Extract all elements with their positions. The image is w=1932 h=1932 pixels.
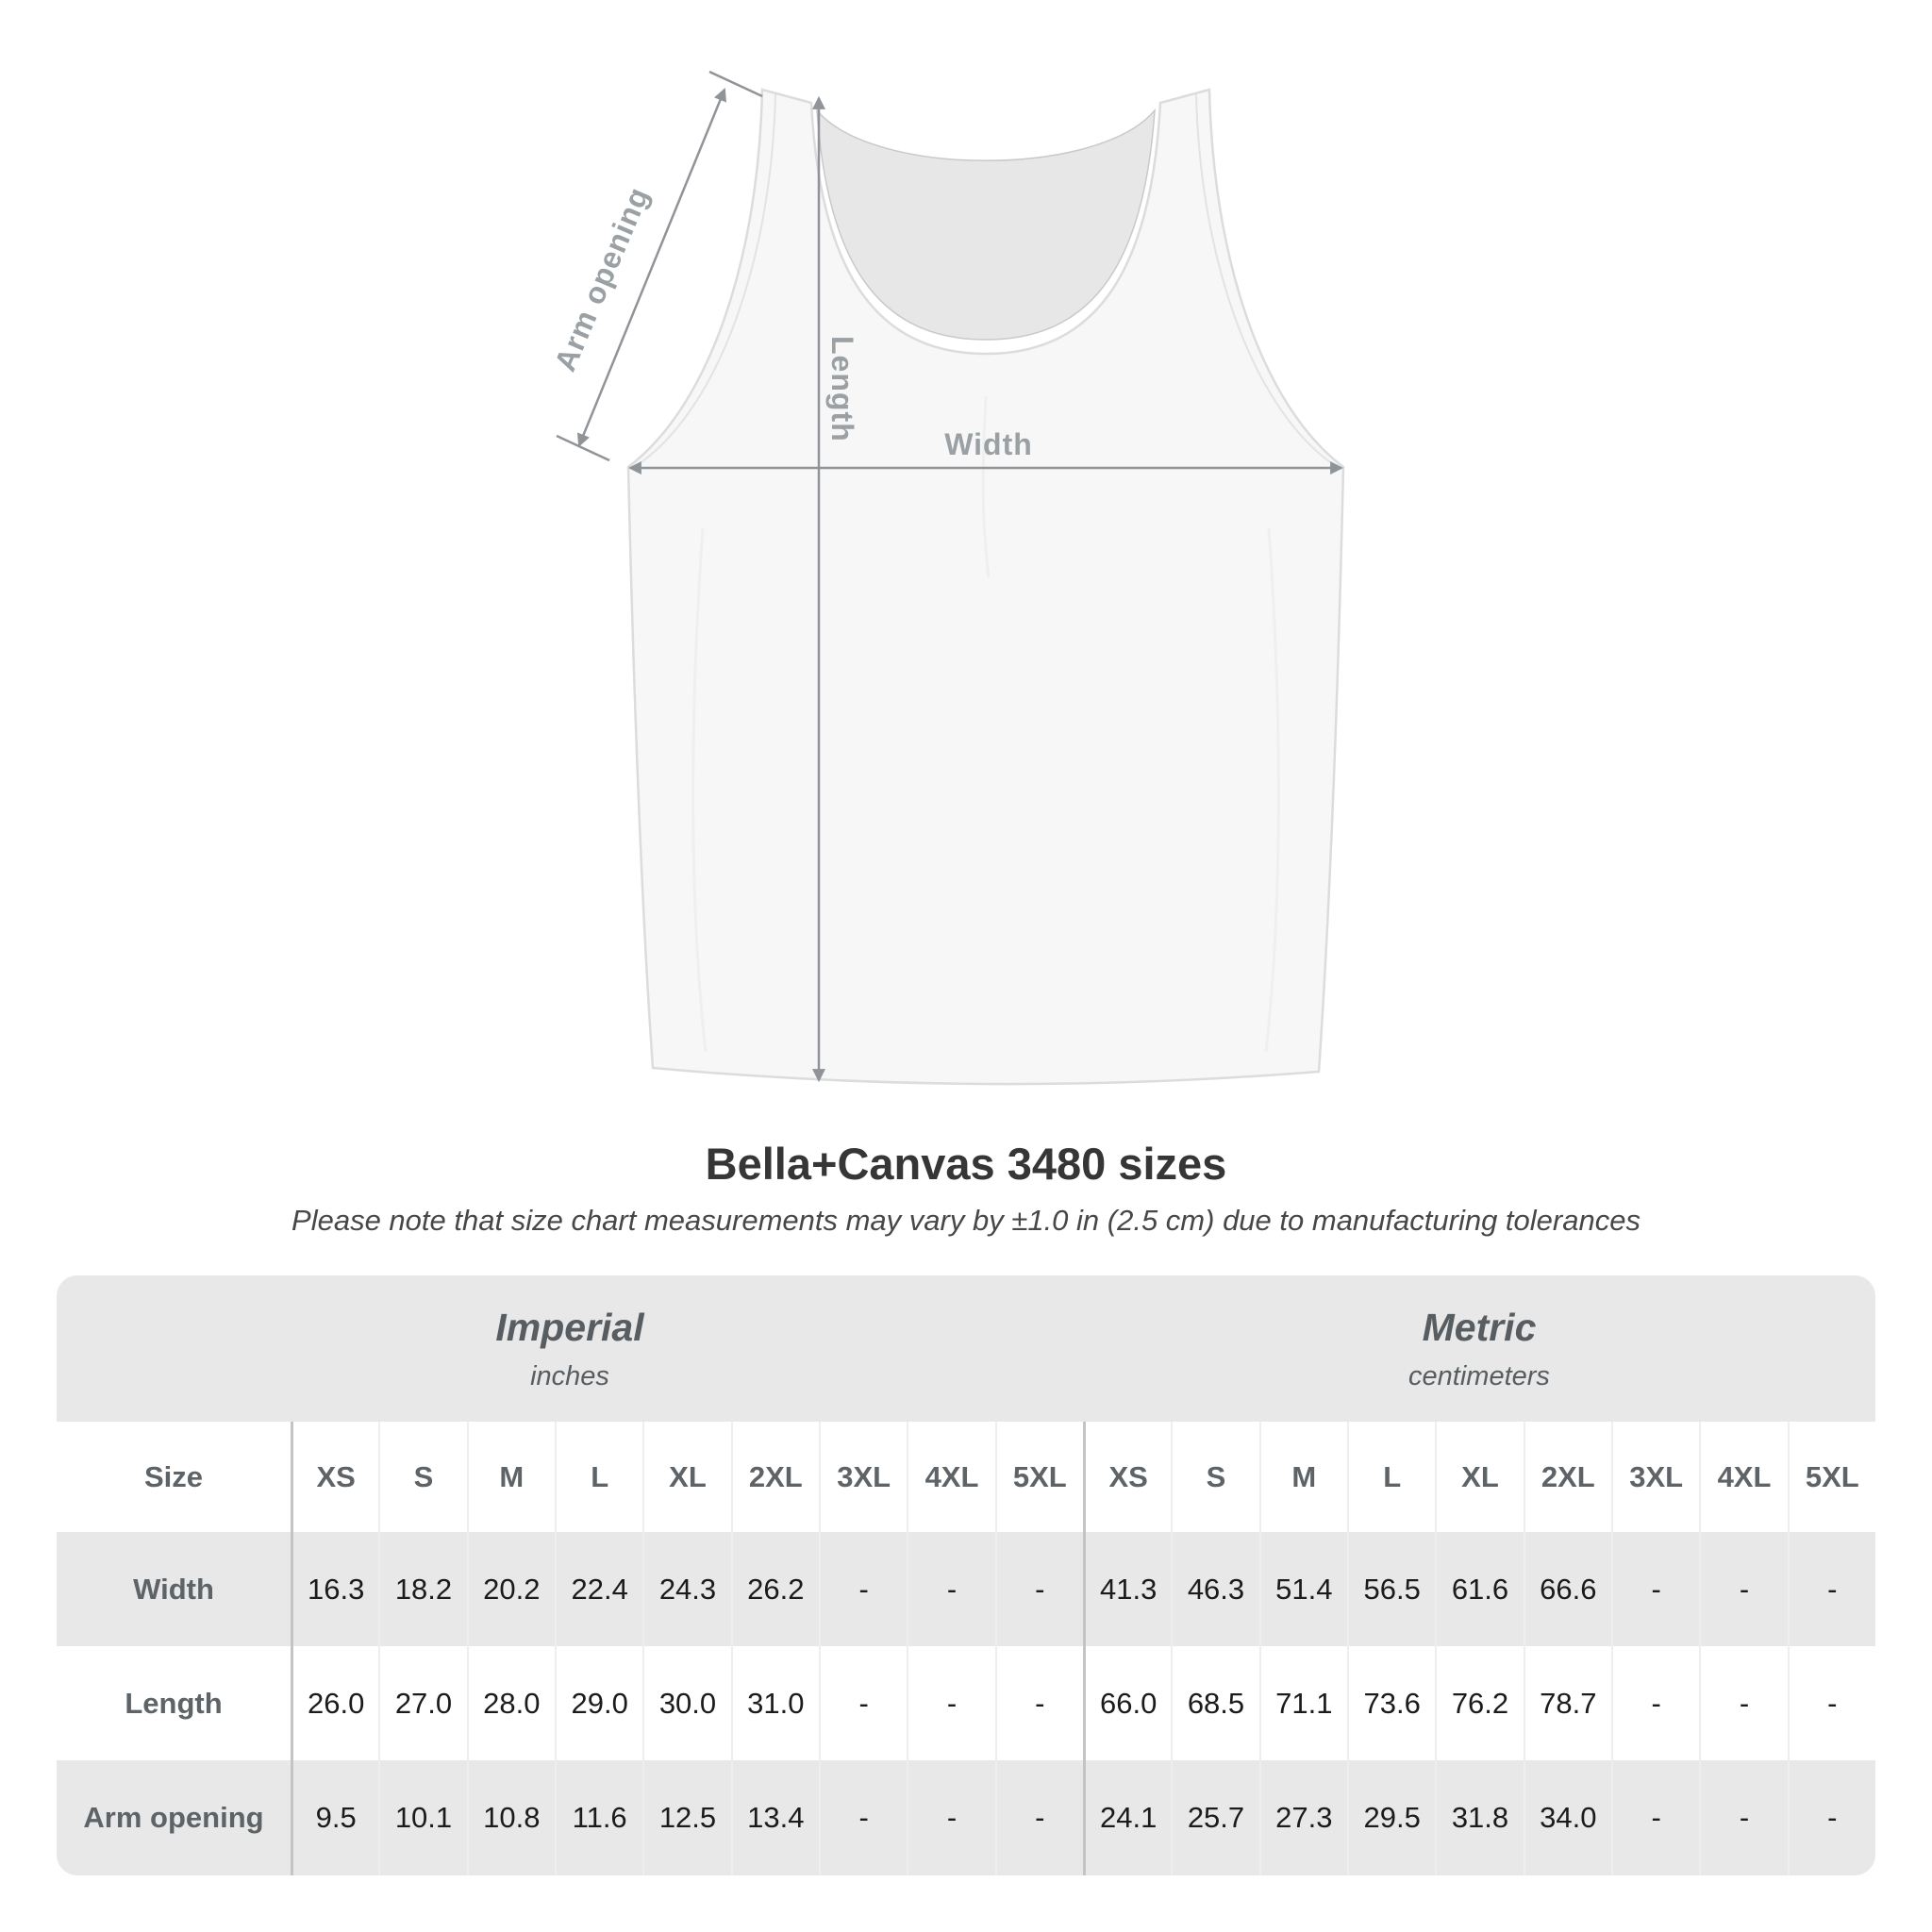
- row-label: Width: [57, 1532, 291, 1646]
- size-header-imperial-3xl: 3XL: [819, 1422, 907, 1532]
- imperial-value-cell: 10.1: [378, 1760, 466, 1875]
- imperial-value-cell: -: [819, 1646, 907, 1760]
- metric-value-cell: -: [1611, 1760, 1699, 1875]
- size-header-imperial-5xl: 5XL: [995, 1422, 1083, 1532]
- metric-value-cell: 76.2: [1435, 1646, 1523, 1760]
- unit-group-imperial: [57, 1275, 1083, 1422]
- metric-value-cell: 61.6: [1435, 1532, 1523, 1646]
- metric-value-cell: 66.0: [1083, 1646, 1171, 1760]
- metric-value-cell: -: [1611, 1646, 1699, 1760]
- imperial-value-cell: 28.0: [467, 1646, 555, 1760]
- imperial-value-cell: 9.5: [291, 1760, 378, 1875]
- metric-value-cell: 71.1: [1259, 1646, 1347, 1760]
- imperial-value-cell: 22.4: [555, 1532, 642, 1646]
- size-header-imperial-l: L: [555, 1422, 642, 1532]
- imperial-label: Imperial: [495, 1305, 644, 1349]
- metric-value-cell: 66.6: [1524, 1532, 1611, 1646]
- imperial-value-cell: 31.0: [731, 1646, 819, 1760]
- imperial-value-cell: 12.5: [642, 1760, 730, 1875]
- imperial-sublabel: inches: [530, 1360, 609, 1391]
- imperial-value-cell: 26.2: [731, 1532, 819, 1646]
- metric-value-cell: 25.7: [1171, 1760, 1258, 1875]
- page-title: Bella+Canvas 3480 sizes: [705, 1139, 1227, 1189]
- metric-value-cell: 34.0: [1524, 1760, 1611, 1875]
- size-header-metric-3xl: 3XL: [1611, 1422, 1699, 1532]
- imperial-value-cell: 27.0: [378, 1646, 466, 1760]
- arm-opening-label: Arm opening: [547, 181, 657, 376]
- size-header-imperial-2xl: 2XL: [731, 1422, 819, 1532]
- metric-value-cell: 27.3: [1259, 1760, 1347, 1875]
- size-header-metric-m: M: [1259, 1422, 1347, 1532]
- metric-value-cell: 73.6: [1347, 1646, 1435, 1760]
- size-header-metric-5xl: 5XL: [1788, 1422, 1875, 1532]
- length-label: Length: [825, 336, 859, 442]
- size-header-metric-2xl: 2XL: [1524, 1422, 1611, 1532]
- imperial-value-cell: 24.3: [642, 1532, 730, 1646]
- imperial-value-cell: -: [819, 1760, 907, 1875]
- imperial-value-cell: 10.8: [467, 1760, 555, 1875]
- size-table: [57, 1275, 1875, 1875]
- metric-value-cell: 24.1: [1083, 1760, 1171, 1875]
- row-label: Length: [125, 1686, 223, 1720]
- metric-value-cell: 68.5: [1171, 1646, 1258, 1760]
- unit-group-metric: [1083, 1275, 1875, 1422]
- imperial-value-cell: 16.3: [291, 1532, 378, 1646]
- metric-value-cell: 41.3: [1083, 1532, 1171, 1646]
- size-header-metric-xl: XL: [1435, 1422, 1523, 1532]
- imperial-value-cell: -: [819, 1532, 907, 1646]
- metric-value-cell: -: [1788, 1760, 1875, 1875]
- imperial-value-cell: 30.0: [642, 1646, 730, 1760]
- size-header-imperial-xl: XL: [642, 1422, 730, 1532]
- metric-value-cell: -: [1611, 1532, 1699, 1646]
- metric-value-cell: -: [1788, 1646, 1875, 1760]
- metric-value-cell: -: [1699, 1532, 1787, 1646]
- imperial-value-cell: -: [995, 1646, 1083, 1760]
- metric-label: Metric: [1422, 1305, 1537, 1349]
- size-header-imperial-s: S: [378, 1422, 466, 1532]
- size-header-imperial-m: M: [467, 1422, 555, 1532]
- metric-value-cell: -: [1699, 1760, 1787, 1875]
- metric-value-cell: 31.8: [1435, 1760, 1523, 1875]
- metric-value-cell: 46.3: [1171, 1532, 1258, 1646]
- imperial-value-cell: -: [907, 1760, 994, 1875]
- imperial-value-cell: 29.0: [555, 1646, 642, 1760]
- size-header-metric-s: S: [1171, 1422, 1258, 1532]
- imperial-value-cell: 11.6: [555, 1760, 642, 1875]
- imperial-value-cell: -: [995, 1532, 1083, 1646]
- imperial-value-cell: 20.2: [467, 1532, 555, 1646]
- metric-sublabel: centimeters: [1408, 1360, 1550, 1391]
- size-header-imperial-4xl: 4XL: [907, 1422, 994, 1532]
- imperial-value-cell: -: [907, 1646, 994, 1760]
- metric-value-cell: 29.5: [1347, 1760, 1435, 1875]
- metric-value-cell: -: [1788, 1532, 1875, 1646]
- imperial-value-cell: -: [907, 1532, 994, 1646]
- tolerance-note: Please note that size chart measurements may vary by ±1.0 in (2.5 cm) due to manufacturing tolerances: [291, 1204, 1641, 1237]
- row-label: Arm opening: [57, 1760, 291, 1875]
- imperial-value-cell: 18.2: [378, 1532, 466, 1646]
- width-label: Width: [944, 427, 1033, 461]
- metric-value-cell: -: [1699, 1646, 1787, 1760]
- arm-opening-tick-bottom: [557, 436, 609, 460]
- metric-value-cell: 78.7: [1524, 1646, 1611, 1760]
- imperial-value-cell: 13.4: [731, 1760, 819, 1875]
- size-column-header: Size: [143, 1459, 204, 1493]
- imperial-value-cell: -: [995, 1760, 1083, 1875]
- metric-value-cell: 56.5: [1347, 1532, 1435, 1646]
- size-header-imperial-xs: XS: [291, 1422, 378, 1532]
- size-header-metric-4xl: 4XL: [1699, 1422, 1787, 1532]
- imperial-value-cell: 26.0: [291, 1646, 378, 1760]
- size-header-metric-xs: XS: [1083, 1422, 1171, 1532]
- arm-opening-tick-top: [709, 72, 762, 96]
- metric-value-cell: 51.4: [1259, 1532, 1347, 1646]
- size-header-metric-l: L: [1347, 1422, 1435, 1532]
